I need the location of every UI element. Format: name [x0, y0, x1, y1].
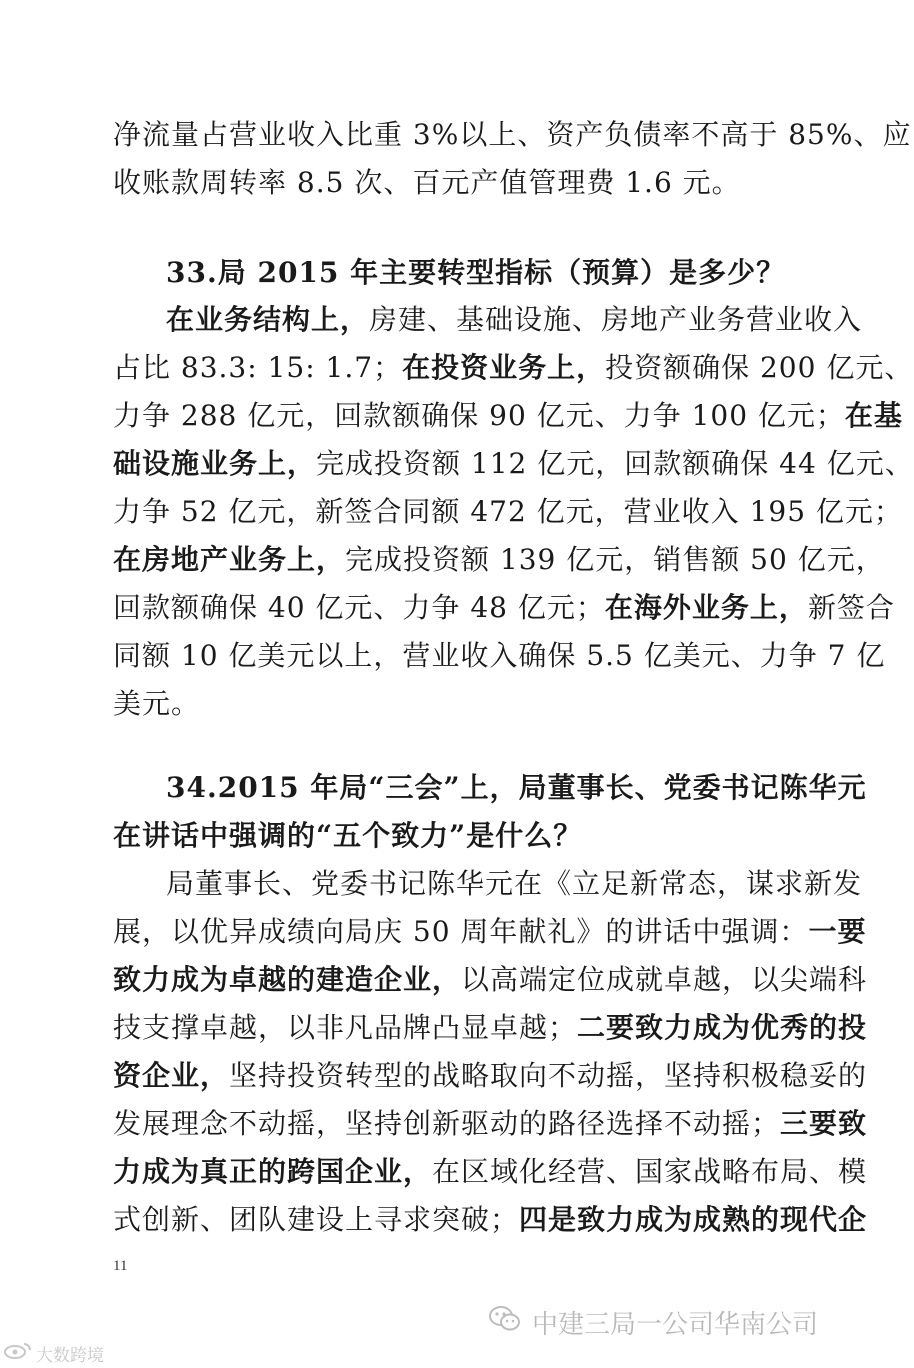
paragraph-line — [113, 494, 903, 530]
emphasis-text: 在海外业务上， — [604, 591, 808, 624]
paragraph-line — [113, 638, 886, 674]
paragraph-line — [113, 914, 867, 950]
emphasis-text: 资企业， — [113, 1059, 230, 1092]
brand-text: 大数跨境 — [36, 1345, 104, 1365]
emphasis-text: 致力成为卓越的建造企业， — [113, 963, 462, 996]
body-text: 回款额确保 40 亿元、力争 48 亿元； — [113, 591, 605, 624]
body-text: 房建、基础设施、房地产业务营业收入 — [369, 303, 863, 336]
emphasis-text: 力成为真正的跨国企业， — [113, 1155, 433, 1188]
emphasis-text: 在业务结构上， — [166, 303, 370, 336]
brand-watermark — [2, 1341, 104, 1365]
body-text: 力争 52 亿元，新签合同额 472 亿元，营业收入 195 亿元； — [113, 495, 903, 528]
weibo-eye-icon — [2, 1341, 32, 1366]
paragraph-line — [113, 398, 903, 434]
paragraph-line — [113, 962, 868, 998]
paragraph-line — [113, 1202, 868, 1238]
emphasis-text: 一要 — [808, 915, 867, 948]
paragraph-line — [113, 165, 797, 201]
paragraph-line — [113, 590, 895, 626]
body-text: 完成投资额 112 亿元，回款额确保 44 亿元、 — [316, 447, 914, 480]
body-text: 局董事长、党委书记陈华元在《立足新常态，谋求新发 — [166, 867, 863, 900]
body-text: 以高端定位成就卓越，以尖端科 — [461, 963, 868, 996]
body-text: 占比 83.3: 15: 1.7； — [113, 351, 403, 384]
body-text: 在区域化经营、国家战略布局、模 — [432, 1155, 868, 1188]
body-text: 完成投资额 139 亿元，销售额 50 亿元， — [345, 543, 885, 576]
emphasis-text: 础设施业务上， — [113, 447, 317, 480]
body-text: 新签合 — [807, 591, 895, 624]
emphasis-text: 四是致力成为成熟的现代企 — [519, 1203, 868, 1236]
paragraph-line — [166, 866, 863, 902]
emphasis-text: 三要致 — [780, 1107, 868, 1140]
paragraph-line — [113, 1154, 868, 1190]
body-text: 坚持投资转型的战略取向不动摇，坚持积极稳妥的 — [229, 1059, 868, 1092]
emphasis-text: 在讲话中强调的“五个致力”是什么？ — [113, 819, 583, 852]
emphasis-text: 34.2015 年局“三会”上，局董事长、党委书记陈华元 — [166, 771, 867, 804]
section-heading-33 — [166, 255, 797, 291]
paragraph-line — [113, 1010, 868, 1046]
paragraph-line — [113, 446, 914, 482]
body-text: 力争 288 亿元，回款额确保 90 亿元、力争 100 亿元； — [113, 399, 845, 432]
body-text: 净流量占营业收入比重 3%以上、资产负债率不高于 85%、应 — [113, 118, 912, 151]
wechat-watermark — [488, 1306, 818, 1338]
paragraph-line — [113, 542, 885, 578]
body-text: 收账款周转率 8.5 次、百元产值管理费 1.6 元。 — [113, 166, 741, 199]
body-text: 发展理念不动摇，坚持创新驱动的路径选择不动摇； — [113, 1107, 781, 1140]
body-text: 同额 10 亿美元以上，营业收入确保 5.5 亿美元、力争 7 亿 — [113, 639, 886, 672]
body-text: 技支撑卓越，以非凡品牌凸显卓越； — [113, 1011, 578, 1044]
emphasis-text: 在投资业务上， — [402, 351, 606, 384]
emphasis-text: 二要致力成为优秀的投 — [577, 1011, 868, 1044]
body-text: 投资额确保 200 亿元、 — [605, 351, 914, 384]
paragraph-line — [113, 350, 914, 386]
section-heading-34 — [166, 770, 867, 806]
paragraph-line — [113, 686, 797, 722]
paragraph-line — [113, 1058, 868, 1094]
paragraph-line — [113, 1106, 868, 1142]
emphasis-text: 在基 — [844, 399, 903, 432]
wechat-icon — [488, 1304, 522, 1341]
body-text: 展，以优异成绩向局庆 50 周年献礼》的讲话中强调： — [113, 915, 809, 948]
page-number: 11 — [113, 1258, 128, 1274]
emphasis-text: 在房地产业务上， — [113, 543, 346, 576]
body-text: 美元。 — [113, 687, 201, 720]
body-text: 式创新、团队建设上寻求突破； — [113, 1203, 520, 1236]
emphasis-text: 33.局 2015 年主要转型指标（预算）是多少？ — [166, 256, 786, 289]
section-heading-34-cont — [113, 818, 797, 854]
watermark-text: 中建三局一公司华南公司 — [532, 1308, 819, 1339]
paragraph-line — [113, 117, 912, 153]
paragraph-line — [166, 302, 863, 338]
